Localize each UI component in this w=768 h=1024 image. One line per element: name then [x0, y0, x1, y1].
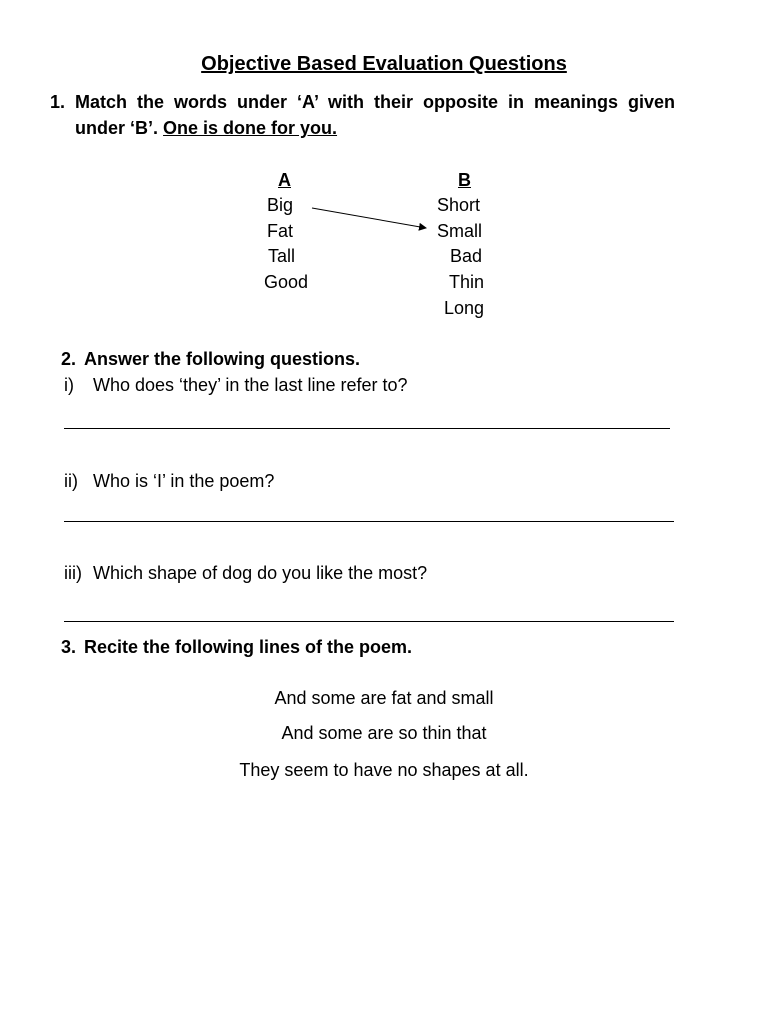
- q1-instruction-text: under ‘B’.: [75, 118, 159, 138]
- q1-number: 1.: [50, 92, 66, 112]
- col-a-word: Tall: [268, 246, 296, 266]
- q2-heading: Answer the following questions.: [84, 349, 361, 369]
- q2-sub-question: Which shape of dog do you like the most?: [93, 563, 428, 583]
- poem-line: And some are so thin that: [281, 723, 487, 743]
- q2-sub-number: iii): [64, 563, 82, 583]
- col-b-word: Small: [437, 221, 483, 241]
- q2-sub-number: ii): [64, 471, 78, 491]
- col-b-word: Bad: [450, 246, 483, 266]
- q3-number: 3.: [61, 637, 77, 657]
- col-a-word: Big: [267, 195, 294, 215]
- q2-sub-question: Who is ‘I’ in the poem?: [93, 471, 275, 491]
- q1-done-note: One is done for you.: [163, 118, 338, 138]
- q3-heading: Recite the following lines of the poem.: [84, 637, 413, 657]
- answer-line[interactable]: [64, 521, 674, 522]
- col-b-word: Long: [444, 298, 485, 318]
- col-b-word: Short: [437, 195, 481, 215]
- column-b-header: B: [458, 170, 471, 190]
- column-a-header: A: [278, 170, 291, 190]
- col-a-word: Good: [264, 272, 309, 292]
- answer-line[interactable]: [64, 621, 674, 622]
- page-title: Objective Based Evaluation Questions: [201, 53, 567, 75]
- q2-sub-question: Who does ‘they’ in the last line refer to?: [93, 375, 408, 395]
- col-b-word: Thin: [449, 272, 485, 292]
- answer-line[interactable]: [64, 428, 670, 429]
- poem-line: They seem to have no shapes at all.: [239, 760, 529, 780]
- q2-sub-number: i): [64, 375, 74, 395]
- q1-instruction-line1: Match the words under ‘A’ with their opposite in meanings given: [75, 92, 675, 112]
- col-a-word: Fat: [267, 221, 294, 241]
- poem-line: And some are fat and small: [274, 688, 494, 708]
- q2-number: 2.: [61, 349, 77, 369]
